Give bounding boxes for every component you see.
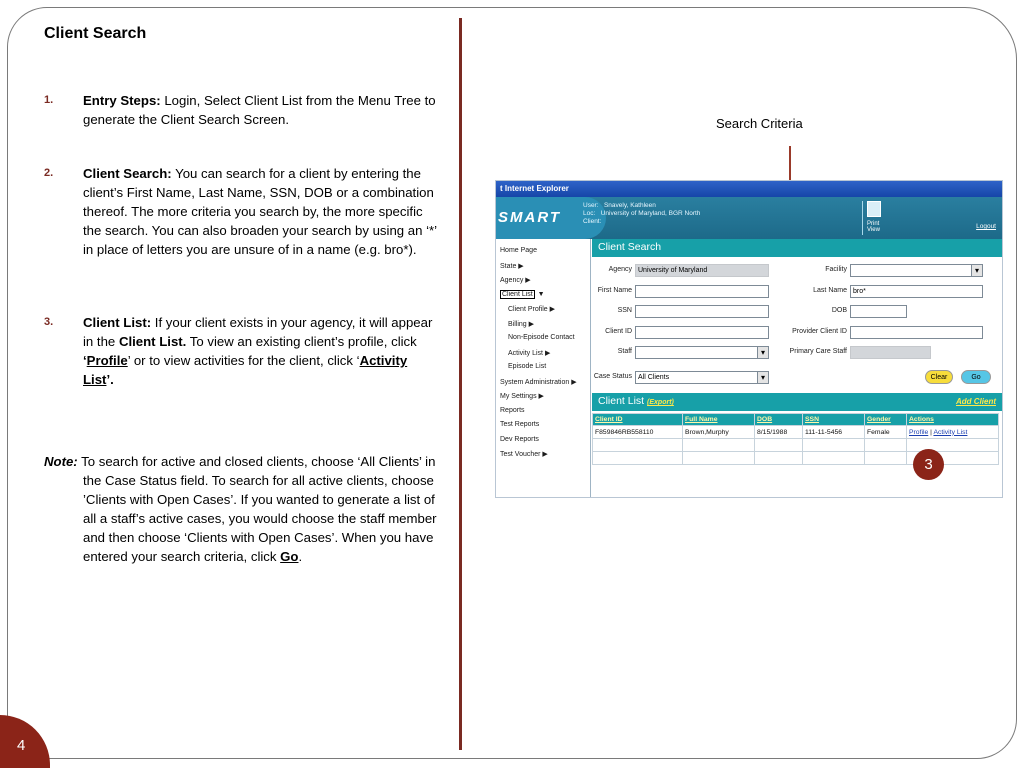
step-heading: Entry Steps: [83,93,161,108]
nav-non-episode-contact[interactable]: Non-Episode Contact [508,334,575,341]
table-row [593,439,999,452]
nav-tree [496,239,591,498]
user-value: Snavely, Kathleen [603,202,656,209]
primary-care-staff-field [850,346,931,359]
action-separator: | [928,428,934,436]
nav-my-settings[interactable]: My Settings ▶ [500,393,544,400]
step-text: Login, Select Client List from the Menu Tree to generate the Client Search Screen. [83,93,436,127]
step-heading: Client Search: [83,166,172,181]
agency-label: Agency [608,266,632,273]
nav-activity-list[interactable]: Activity List ▶ [508,349,551,357]
first-name-label: First Name [597,287,632,294]
client-list-term: Client List. [118,334,187,349]
step-text: ’ or to view activities for the client, click ‘ [127,353,360,368]
nav-client-list[interactable] [500,291,590,306]
smart-logo: SMART [496,197,606,239]
table-header-row [593,414,999,426]
step-text: ’. [106,372,114,387]
col-client-id[interactable]: Client ID [593,414,683,426]
loc-label: Loc: [583,210,596,217]
client-label: Client: [583,218,602,225]
nav-client-profile[interactable]: Client Profile ▶ [508,306,556,313]
callout-badge: 3 [913,449,944,480]
clear-button[interactable]: Clear [925,370,953,384]
col-dob[interactable]: DOB [755,414,803,426]
go-term: Go [280,549,299,564]
app-banner [496,197,1002,239]
user-info [583,202,700,226]
client-list-heading [592,393,1002,411]
go-button[interactable]: Go [961,370,991,384]
col-ssn[interactable]: SSN [803,414,865,426]
nav-agency[interactable]: Agency ▶ [500,277,531,284]
activity-list-term: Activity List [83,353,408,387]
browser-title-bar: t Internet Explorer [496,181,1002,197]
agency-field: University of Maryland [635,264,769,277]
print-view-button[interactable] [862,201,892,235]
step-text: If your client exists in your agency, it will appear in the [83,315,433,349]
profile-link[interactable]: Profile [909,428,929,436]
step-number: 1. [44,94,54,106]
primary-care-staff-label: Primary Care Staff [789,348,847,355]
note-label: Note: [44,454,78,469]
provider-client-id-label: Provider Client ID [792,328,847,335]
step-number: 2. [44,167,54,179]
last-name-label: Last Name [813,287,847,294]
last-name-field[interactable]: bro* [850,285,983,298]
nav-home-page[interactable]: Home Page [500,247,537,254]
add-client-link[interactable]: Add Client [956,397,996,406]
ssn-label: SSN [617,307,632,314]
cell-dob: 8/15/1988 [755,426,803,439]
cell-gender: Female [865,426,907,439]
note-text: To search for active and closed clients, choose ‘All Clients’ in the Case Status field. To search for all active clients, choose ’Clients with Open Cases’. If you wanted to generate a list of all a staff’s active cases, you would choose the staff member and then choose ‘Clients with Open Cases’. When you have entered your search criteria, click [77,454,437,564]
case-status-label: Case Status [593,373,632,380]
nav-system-administration[interactable]: System Administration ▶ [500,378,577,386]
nav-dev-reports[interactable]: Dev Reports [500,435,539,443]
slide-title: Client Search [44,25,147,42]
step-item-2 [44,164,439,259]
profile-term: Profile [86,353,128,368]
export-link[interactable]: (Export) [647,399,674,406]
cell-ssn: 111-11-5456 [803,426,865,439]
printer-icon [867,201,881,217]
nav-reports[interactable]: Reports [500,406,525,414]
search-criteria-label: Search Criteria [716,116,803,131]
step-heading: Client List: [83,315,152,330]
staff-select[interactable] [635,346,769,359]
facility-label: Facility [825,266,847,273]
column-divider [459,18,462,750]
nav-state[interactable]: State ▶ [500,262,524,270]
col-full-name[interactable]: Full Name [683,414,755,426]
step-item-1 [44,91,439,129]
step-text: You can search for a client by entering the client’s First Name, Last Name, SSN, DOB or a combination thereof. The more criteria you search by, the more specific the search. You can also broaden your search by using an ‘*’ in place of letters you are unsure of in a name (e.g. bro*). [83,166,437,257]
cell-full-name: Brown,Murphy [683,426,755,439]
provider-client-id-field[interactable] [850,326,983,339]
chevron-down-icon: ▼ [535,290,545,298]
step-number: 3. [44,316,54,328]
staff-label: Staff [617,348,632,355]
cell-actions [907,426,999,439]
user-label: User: [583,202,599,209]
note-paragraph [44,452,439,566]
client-id-field[interactable] [635,326,769,339]
first-name-field[interactable] [635,285,769,298]
note-text: . [298,549,303,564]
facility-select[interactable] [850,264,983,277]
step-item-3 [44,313,439,389]
step-text: To view an existing client’s profile, click [186,334,417,349]
nav-test-voucher[interactable]: Test Voucher ▶ [500,451,548,458]
ssn-field[interactable] [635,305,769,318]
client-list-title: Client List [598,395,645,407]
dob-field[interactable] [850,305,907,318]
client-search-heading: Client Search [592,239,1002,257]
col-gender[interactable]: Gender [865,414,907,426]
nav-test-reports[interactable]: Test Reports [500,421,540,428]
page-number: 4 [17,737,26,754]
loc-value: University of Maryland, BGR North [600,210,701,217]
print-view-label: Print View [867,221,880,233]
nav-episode-list[interactable]: Episode List [508,363,547,370]
dob-label: DOB [831,307,847,314]
case-status-select[interactable]: All Clients ▾ [635,371,769,384]
quote-mark: ‘ [83,353,87,368]
nav-billing[interactable]: Billing ▶ [508,320,535,328]
cell-client-id: F859846RB558110 [593,426,683,439]
nav-client-list-label: Client List [502,290,533,298]
logout-link[interactable]: Logout [976,223,996,230]
table-row [593,426,999,439]
activity-list-link[interactable]: Activity List [933,428,968,436]
client-id-label: Client ID [605,328,632,335]
col-actions: Actions [907,414,999,426]
